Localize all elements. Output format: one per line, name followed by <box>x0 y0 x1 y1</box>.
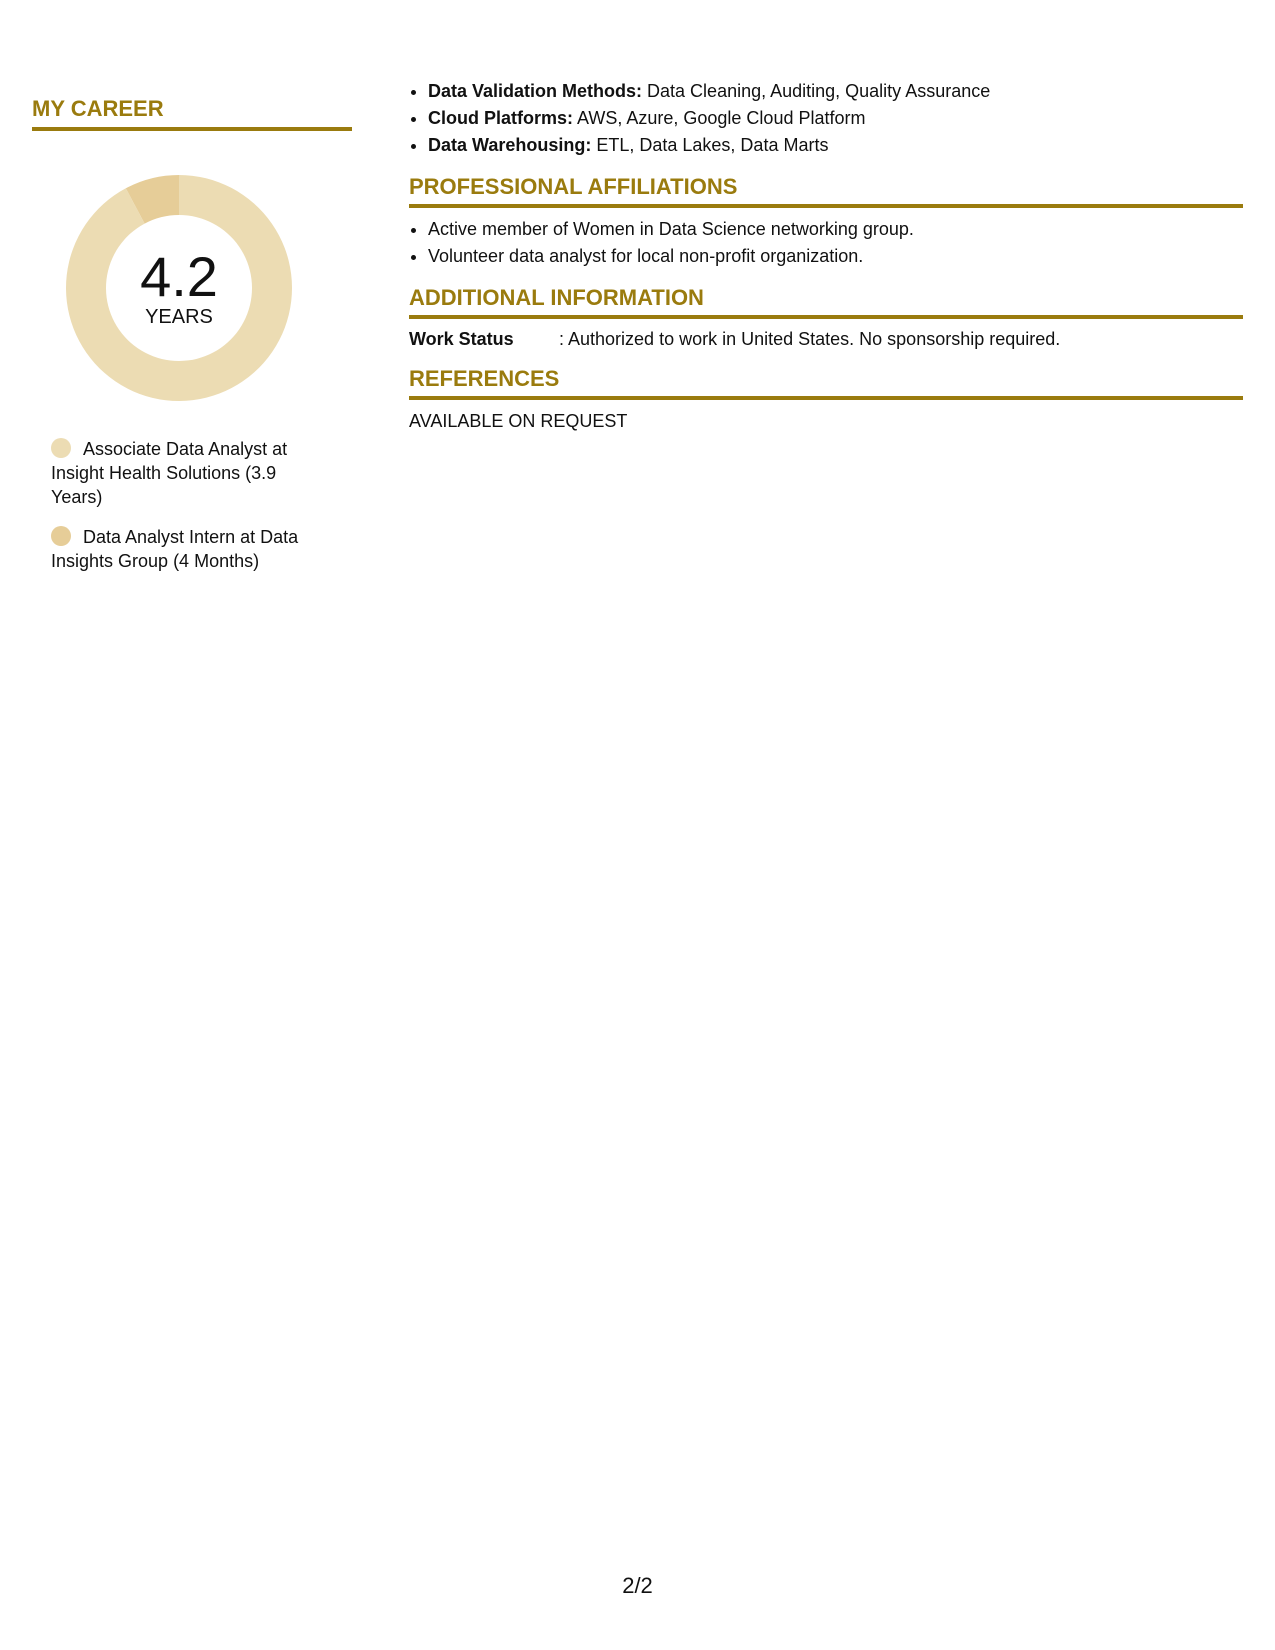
additional-info-section <box>409 285 1243 351</box>
references-section <box>409 366 1243 433</box>
career-legend <box>51 437 331 573</box>
affiliations-section <box>409 174 1243 270</box>
references-heading: REFERENCES <box>409 366 1243 400</box>
skill-item <box>428 132 1243 159</box>
work-status-label: Work Status <box>409 329 514 349</box>
career-heading: MY CAREER <box>32 96 352 131</box>
page-number: 2/2 <box>622 1573 653 1598</box>
work-status-value: : Authorized to work in United States. No sponsorship required. <box>559 329 1061 349</box>
affiliation-item: • Volunteer data analyst for local non-profit organization. <box>428 243 1243 270</box>
skill-value: Data Cleaning, Auditing, Quality Assurance <box>642 81 991 101</box>
legend-label: Data Analyst Intern at Data Insights Group (4 Months) <box>51 527 299 571</box>
career-donut-chart <box>66 175 292 401</box>
legend-dot-1 <box>51 438 71 458</box>
details-column <box>409 78 1243 433</box>
work-status-row <box>409 327 1243 351</box>
donut-center <box>66 175 292 401</box>
skill-value: ETL, Data Lakes, Data Marts <box>591 135 829 155</box>
references-text: AVAILABLE ON REQUEST <box>409 411 628 431</box>
skill-label: Cloud Platforms: <box>428 108 574 128</box>
legend-item <box>51 525 331 573</box>
skill-value: AWS, Azure, Google Cloud Platform <box>573 108 866 128</box>
legend-item <box>51 437 331 509</box>
legend-label: Associate Data Analyst at Insight Health Solutions (3.9 Years) <box>51 439 288 507</box>
additional-info-heading: ADDITIONAL INFORMATION <box>409 285 1243 319</box>
skills-list <box>409 78 1243 159</box>
affiliations-list <box>409 216 1243 270</box>
skill-label: Data Warehousing: <box>428 135 592 155</box>
affiliations-heading: PROFESSIONAL AFFILIATIONS <box>409 174 1243 208</box>
total-experience-unit: YEARS <box>145 306 213 328</box>
skill-item <box>428 105 1243 132</box>
skill-item <box>428 78 1243 105</box>
career-column <box>32 96 352 589</box>
affiliation-item: • Active member of Women in Data Science networking group. <box>428 216 1243 243</box>
total-experience-value: 4.2 <box>140 245 218 308</box>
skill-label: Data Validation Methods: <box>428 81 643 101</box>
legend-dot-2 <box>51 526 71 546</box>
